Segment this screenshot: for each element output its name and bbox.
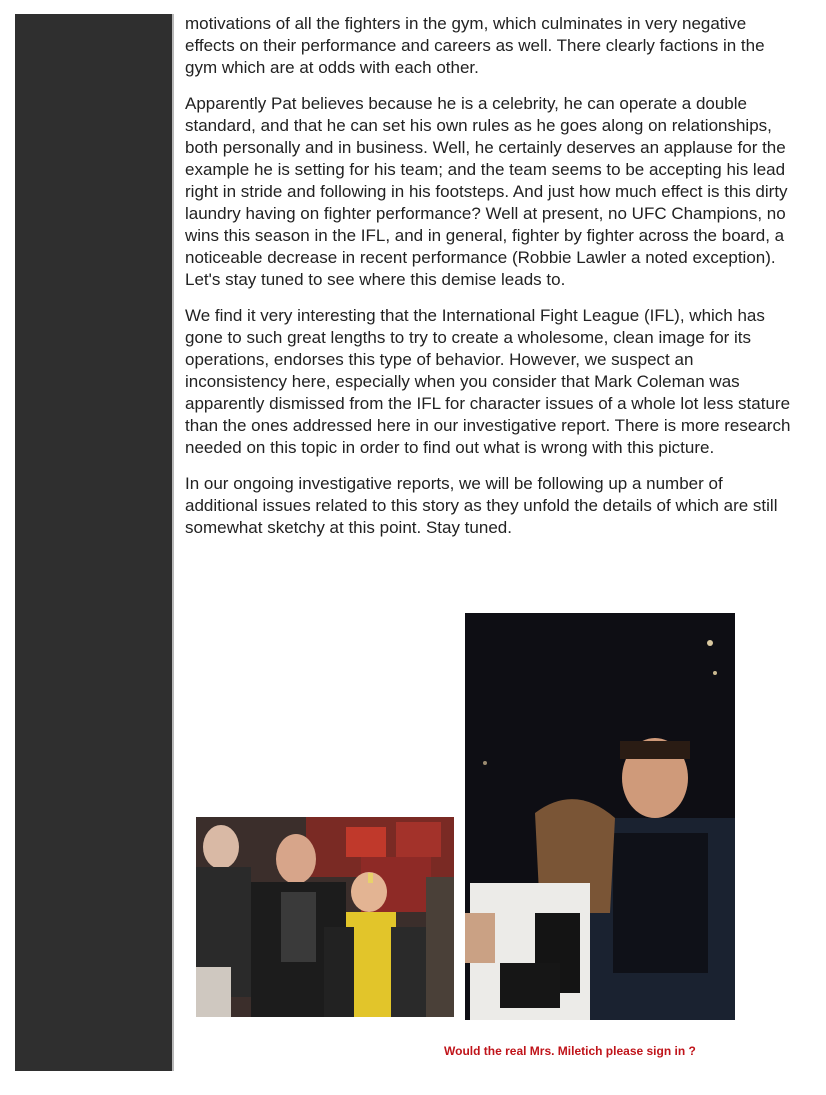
couple-photo: [465, 613, 735, 1020]
event-crowd-photo: [196, 817, 454, 1017]
paragraph-3: We find it very interesting that the International Fight League (IFL), which has gone to such great lengths to try to create a wholesome, clean image for its operations, endorses this type of behavior. However, we suspect an inconsistency here, especially when you consider that Mark Coleman was apparently dismissed from the IFL for character issues of a whole lot less stature than the ones addressed here in our investigative report. There is more research needed on this topic in order to find out what is wrong with this picture.: [185, 306, 791, 457]
paragraph-4: In our ongoing investigative reports, we will be following up a number of additional issues related to this story as they unfold the details of which are still somewhat sketchy at this point. Stay tuned.: [185, 474, 778, 537]
left-sidebar: [15, 14, 172, 1071]
article-body: [185, 13, 795, 553]
photo-caption: Would the real Mrs. Miletich please sign in ?: [444, 1044, 696, 1058]
sidebar-divider: [172, 14, 174, 1071]
paragraph-2: Apparently Pat believes because he is a celebrity, he can operate a double standard, and that he can set his own rules as he goes along on relationships, both personally and in business. Well, he certainly deserves an applause for the example he is setting for his team; and the team seems to be accepting his lead right in stride and following in his footsteps. And just how much effect is this dirty laundry having on fighter performance? Well at present, no UFC Champions, no wins this season in the IFL, and in general, fighter by fighter across the board, a noticeable decrease in recent performance (Robbie Lawler a noted exception). Let's stay tuned to see where this demise leads to.: [185, 94, 788, 289]
paragraph-1: motivations of all the fighters in the gym, which culminates in very negative effects on their performance and careers as well. There clearly factions in the gym which are at odds with each other.: [185, 14, 765, 77]
